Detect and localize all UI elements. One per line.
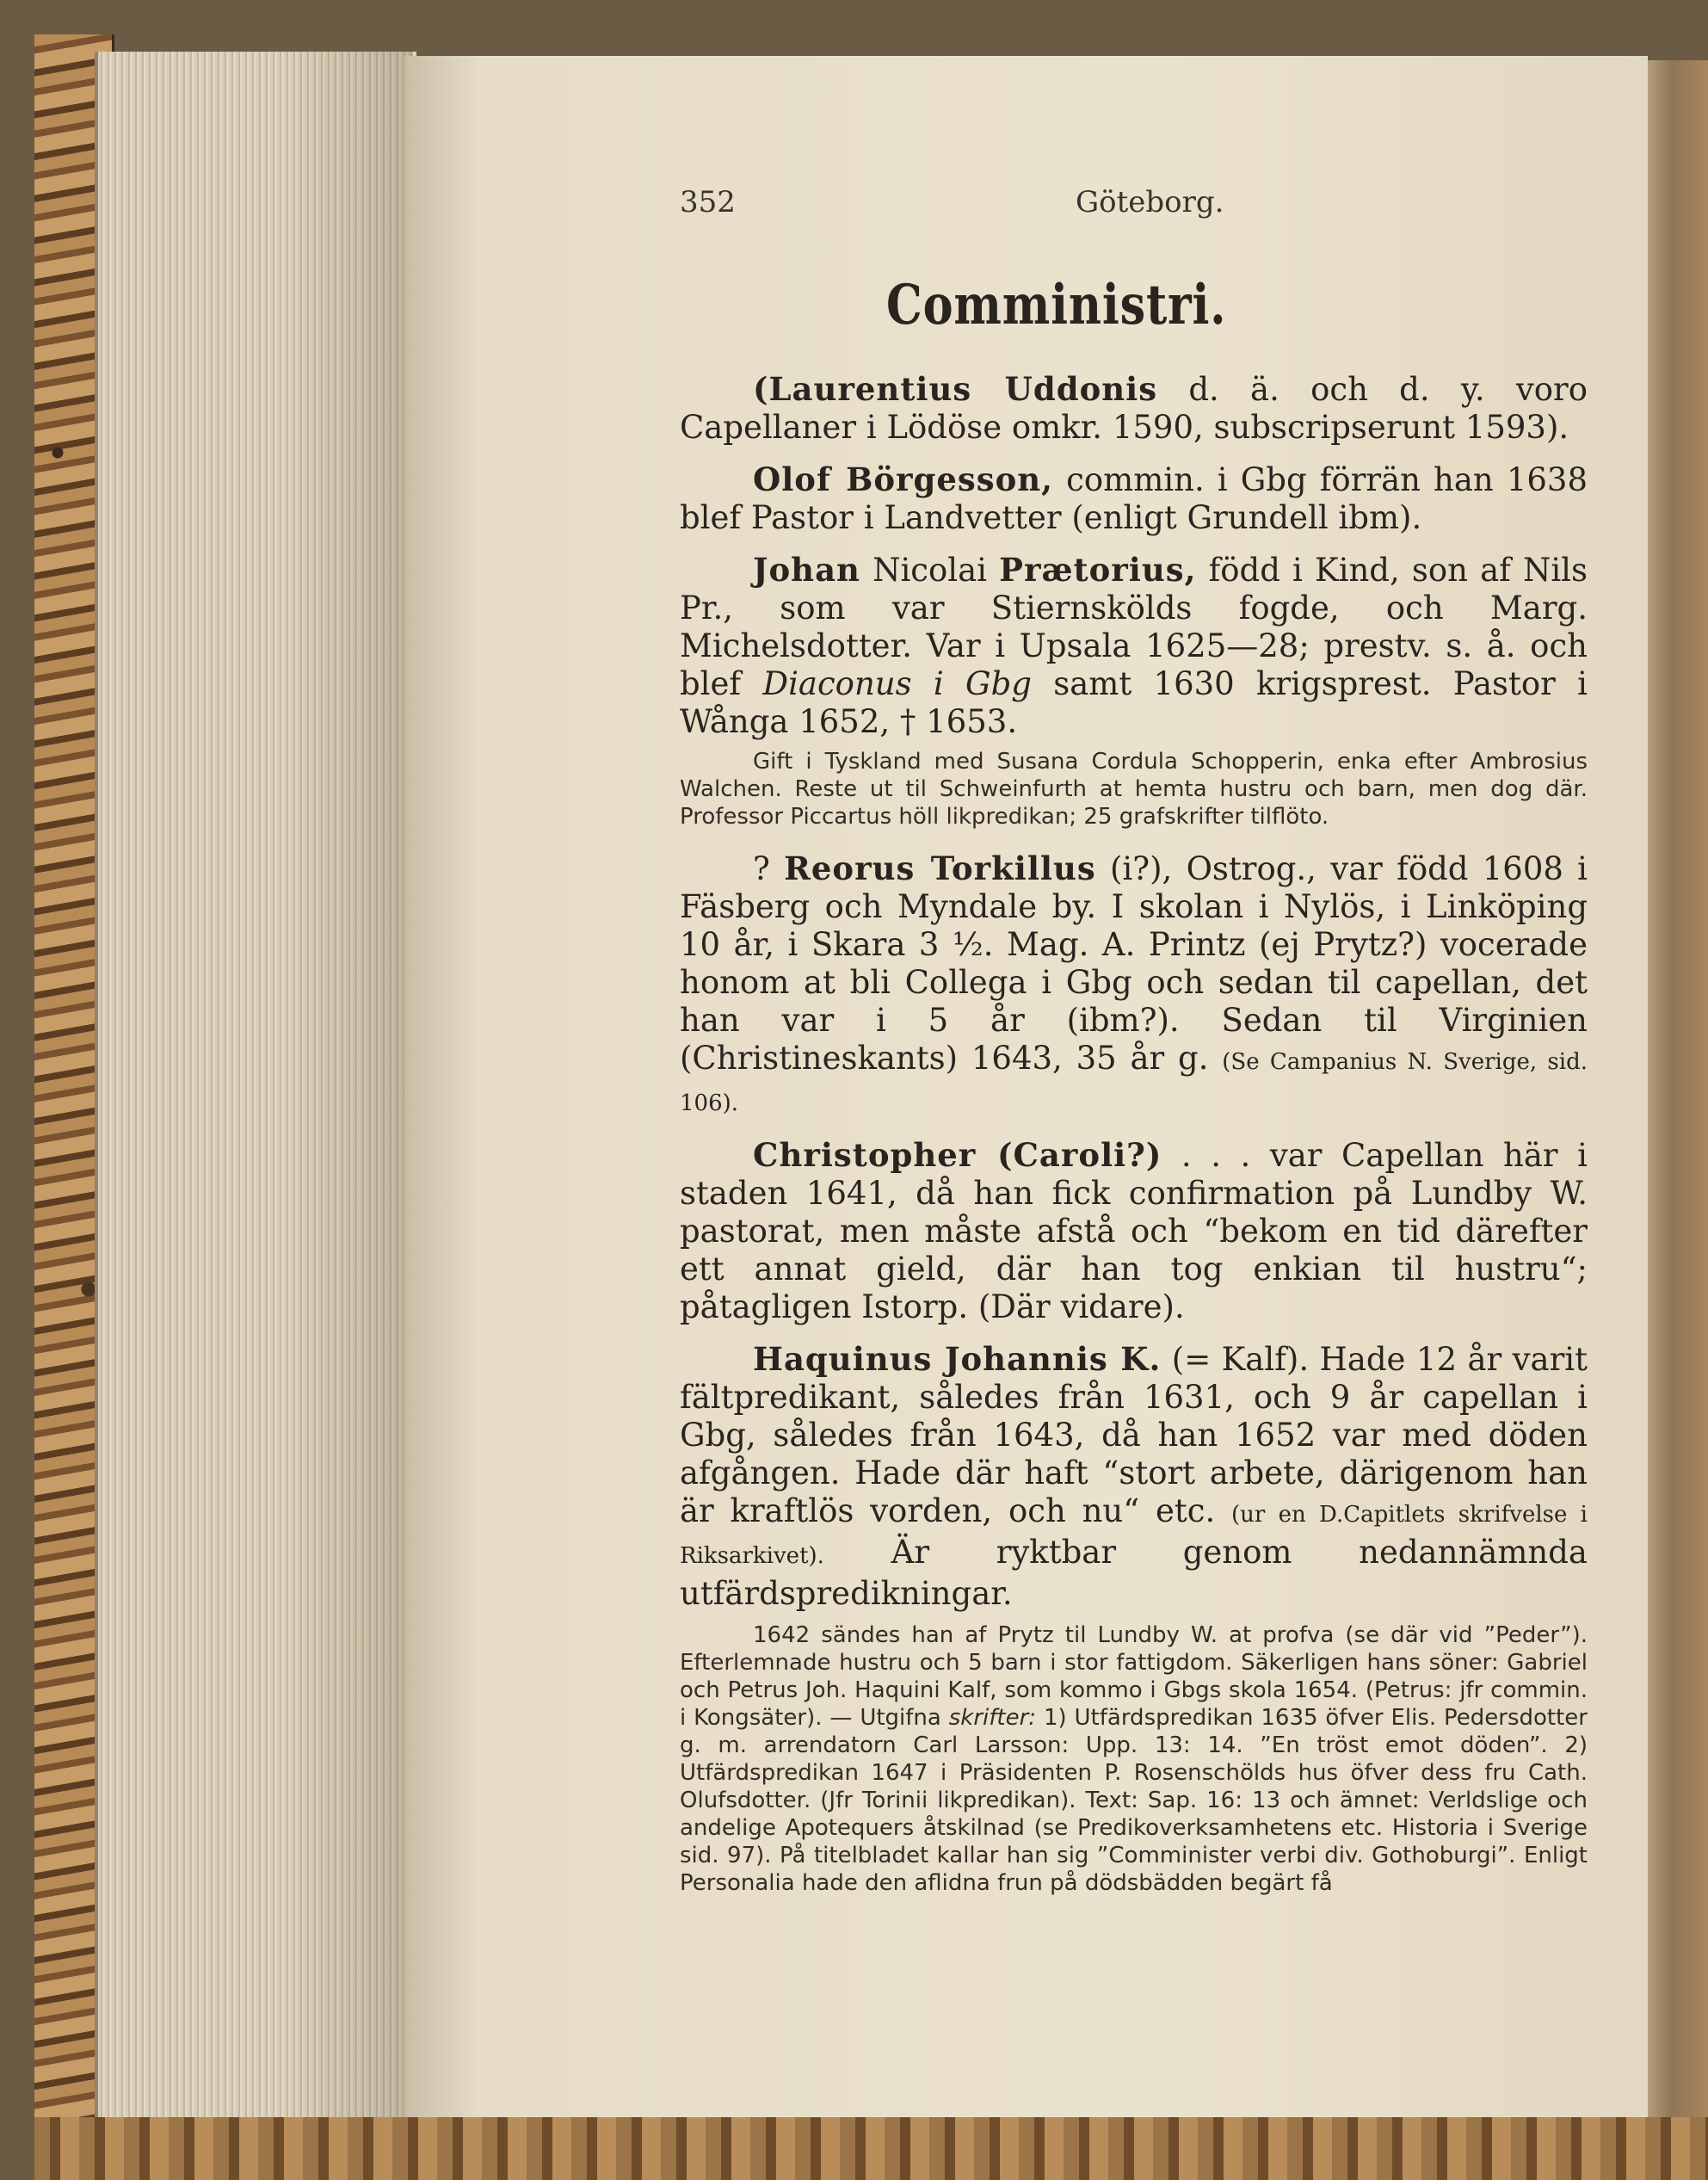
entry-text: commin. i Gbg förrän han 1638 blef Pastor i Landvetter (enligt Grundell ibm). — [680, 461, 1588, 536]
entry-text: d. ä. och d. y. voro Capellaner i Lödöse omkr. 1590, subscripserunt 1593). — [680, 371, 1588, 446]
entry-name: Haquinus Johannis K. — [753, 1340, 1162, 1378]
entry-praetorius — [680, 551, 1588, 741]
book-page — [404, 56, 1648, 2117]
entry-text: samt 1630 krigsprest. Pastor i Wånga 1652, † 1653. — [680, 665, 1588, 740]
entry-name: Prætorius, — [999, 551, 1197, 589]
entry-text: (= Kalf). Hade 12 år varit fältpredikant, således från 1631, och 9 år capellan i Gbg, således från 1643, då han 1652 var med döden afgången. Hade där haft “stort arbete, därigenom han är kraftlös vorden, och nu“ etc. — [680, 1341, 1588, 1529]
entry-name: Olof Börgesson, — [753, 460, 1054, 498]
page-text — [680, 185, 1588, 1916]
book-cover-bottom — [34, 2117, 1708, 2180]
note-italic: skrifter: — [948, 1705, 1037, 1731]
entry-text: Är ryktbar genom nedannämnda utfärdspredikningar. — [680, 1534, 1588, 1612]
entry-reference: (ur en D.Capitlets skrifvelse i Riksarkivet). — [680, 1502, 1588, 1569]
entry-name: Christopher (Caroli?) — [753, 1136, 1162, 1174]
entry-laurentius — [680, 370, 1588, 447]
entry-text: (i?), Ostrog., var född 1608 i Fäsberg och Myndale by. I skolan i Nylös, i Linköping 10 år, i Skara 3 ½. Mag. A. Printz (ej Prytz?) vocerade honom at bli Collega i Gbg och sedan til capellan, det han var i 5 år (ibm?). Sedan til Virginien (Christineskants) 1643, 35 år g. — [680, 850, 1588, 1077]
page-gutter-shadow — [284, 52, 413, 2117]
entry-text: . . . var Capellan här i staden 1641, då han fick confirmation på Lundby W. pastorat, men måste afstå och “bekom en tid därefter ett annat gield, där han tog enkian til hustru“; påtagligen Istorp. (Där vidare). — [680, 1137, 1588, 1325]
entry-reference: (Se Campanius N. Sverige, sid. 106). — [680, 1049, 1588, 1116]
entry-prefix: ? — [753, 850, 785, 887]
entry-italic: Diaconus i Gbg — [762, 665, 1032, 702]
entry-name: Reorus Torkillus — [784, 849, 1096, 887]
entry-haquinus — [680, 1340, 1588, 1613]
entry-christopher — [680, 1136, 1588, 1326]
entry-reorus — [680, 849, 1588, 1122]
entry-name: Johan — [753, 551, 860, 589]
opposite-page-edge — [1648, 60, 1708, 2126]
note-text: 1) Utfärdspredikan 1635 öfver Elis. Pedersdotter g. m. arrendatorn Carl Larsson: Upp. 13: 14. ”En tröst emot döden”. 2) Utfärdspredikan 1647 i Präsidenten P. Rosenschölds hus öfver dess fru Cath. Olufsdotter. (Jfr Torinii likpredikan). Text: Sap. 16: 13 och ämnet: Verldslige och andelige Apotequers åtskilnad (se Predikoverksamhetens etc. Historia i Sverige sid. 97). På titelbladet kallar han sig ”Comminister verbi div. Gothoburgi”. Enligt Personalia hade den aflidna frun på dödsbädden begärt få — [680, 1705, 1588, 1896]
entry-name: (Laurentius Uddonis — [753, 370, 1158, 408]
note-haquinus — [680, 1621, 1588, 1897]
entry-olof — [680, 460, 1588, 537]
entry-name-middle: Nicolai — [860, 552, 1000, 589]
page-number: 352 — [680, 185, 736, 219]
running-title: Göteborg. — [1076, 185, 1224, 219]
running-head — [680, 185, 1588, 237]
section-title: Comministri. — [886, 273, 1227, 337]
entry-text: född i Kind, son af Nils Pr., som var Stiernskölds fogde, och Marg. Michelsdotter. Var i Upsala 1625—28; prestv. s. å. och blef — [680, 552, 1588, 702]
note-text: 1642 sändes han af Prytz til Lundby W. at profva (se där vid ”Peder”). Efterlemnade hustru och 5 barn i stor fattigdom. Säkerligen hans söner: Gabriel och Petrus Joh. Haquini Kalf, som kommo i Gbgs skola 1654. (Petrus: jfr commin. i Kongsäter). — Utgifna — [680, 1622, 1588, 1731]
note-praetorius: Gift i Tyskland med Susana Cordula Schopperin, enka efter Ambrosius Walchen. Reste ut til Schweinfurth at hemta hustru och barn, men dog där. Professor Piccartus höll likpredikan; 25 grafskrifter tilflöto. — [680, 749, 1588, 830]
